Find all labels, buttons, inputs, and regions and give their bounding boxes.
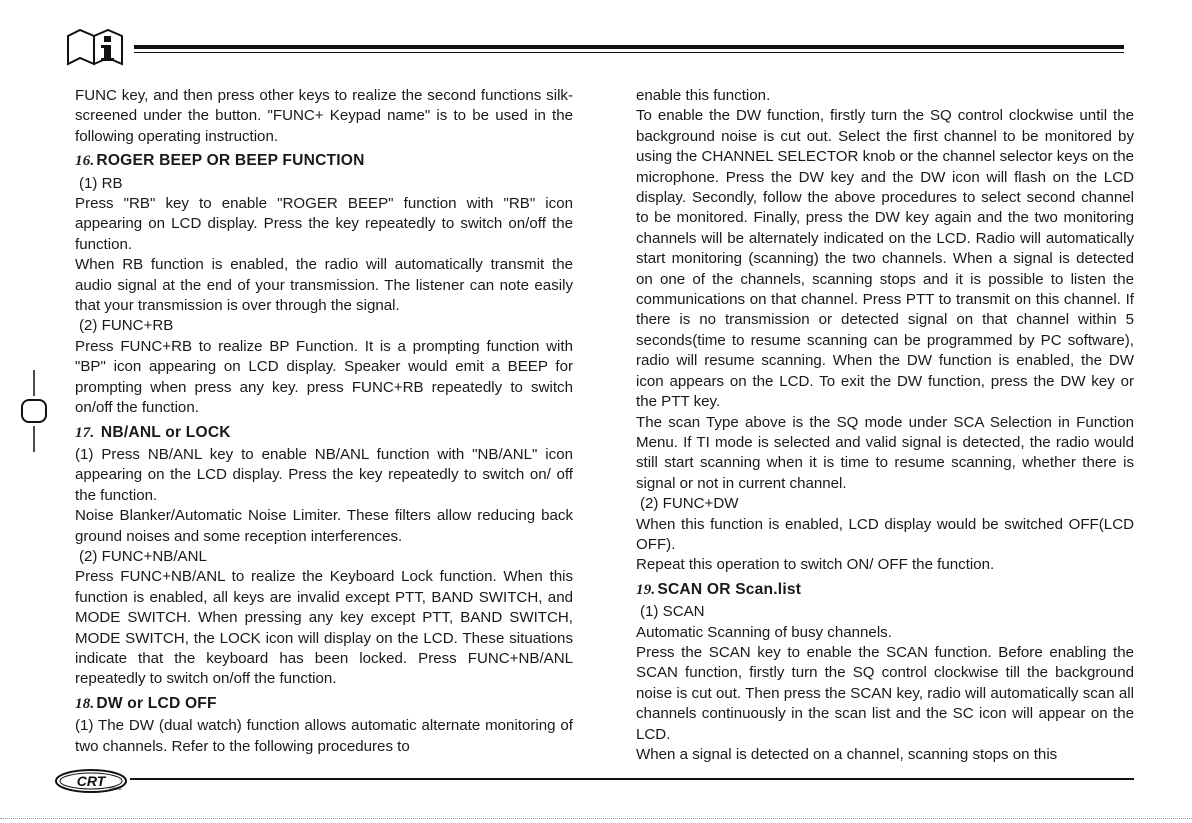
intro-paragraph: FUNC key, and then press other keys to realize the second functions silk-screened under the button. "FUNC+ Keypad name" is to be used in the following operating instruction. <box>75 87 573 145</box>
section-title: NB/ANL or LOCK <box>100 423 231 441</box>
svg-text:mono: mono <box>109 786 122 792</box>
paragraph: Press "RB" key to enable "ROGER BEEP" function with "RB" icon appearing on LCD display. Press the key repeatedly to switch on/off the function. <box>75 195 573 253</box>
subheading: (2) FUNC+RB <box>79 317 174 335</box>
header-rule-thin <box>134 52 1124 53</box>
paragraph: When RB function is enabled, the radio will automatically transmit the audio signal at the end of your transmission. The listener can note easily that your transmission is over through the signal. <box>75 256 573 315</box>
paragraph: To enable the DW function, firstly turn the SQ control clockwise until the background noise is cut out. Select the first channel to be monitored by using the CHANNEL SELECTOR knob or the channel selector keys on the microphone. Press the DW key and the DW icon will flash on the LCD display. Secondly, follow the above procedures to select second channel to be monitored. Finally, press the DW key again and the two monitoring channels will be alternately indicated on the LCD. Radio will automatically start monitoring (scanning) the two channels. When a signal is detected on one of the channels, scanning stops and it is possible to listen the communications on that channel. Press PTT to transmit on this channel. If there is no transmission or detected signal on that channel within 5 seconds(time to resume scanning can be programmed by PC software), radio will resume scanning. When the DW function is enabled, the DW icon appears on the LCD. To exit the DW function, press the DW key or the PTT key. <box>636 107 1134 411</box>
section-number: 17. <box>75 424 95 441</box>
paragraph: When a signal is detected on a channel, scanning stops on this <box>636 746 1058 763</box>
section-number: 18. <box>75 695 95 712</box>
side-tab-icon <box>19 370 49 454</box>
section-number: 19. <box>636 581 656 598</box>
section-19-heading <box>636 580 1134 600</box>
paragraph: When this function is enabled, LCD display would be switched OFF(LCD OFF). <box>636 515 1134 553</box>
paragraph: Noise Blanker/Automatic Noise Limiter. These filters allow reducing back ground noises and some reception interferences. <box>75 507 573 545</box>
paragraph: The scan Type above is the SQ mode under SCA Selection in Function Menu. If TI mode is selected and valid signal is detected, the radio would still start scanning when it is time to resume scanning, whether there is signal or not in current channel. <box>636 413 1134 492</box>
section-title: DW or LCD OFF <box>96 694 217 712</box>
section-18-heading <box>75 694 573 714</box>
section-title: SCAN OR Scan.list <box>657 580 802 598</box>
brand-logo <box>54 768 128 794</box>
paragraph: (1) Press NB/ANL key to enable NB/ANL function with "NB/ANL" icon appearing on the LCD display. Press the key repeatedly to switch on/ off the function. <box>75 445 573 504</box>
subheading: (1) RB <box>79 174 123 192</box>
section-17-heading <box>75 423 573 443</box>
section-16-heading <box>75 151 573 171</box>
right-column <box>636 86 1134 765</box>
info-booklet-icon <box>66 28 124 66</box>
continuation-text: enable this function. <box>636 87 771 104</box>
header-rule-thick <box>134 45 1124 49</box>
paragraph: Press FUNC+NB/ANL to realize the Keyboard Lock function. When this function is enabled, all keys are invalid except PTT, BAND SWITCH, and MODE SWITCH. When pressing any key except PTT, BAND SWITCH, MODE SWITCH, the LOCK icon will display on the LCD. These situations indicate that the keyboard has been locked. Press FUNC+NB/ANL repeatedly to switch on/off the function. <box>75 568 573 688</box>
section-title: ROGER BEEP OR BEEP FUNCTION <box>96 152 365 170</box>
paragraph: Press the SCAN key to enable the SCAN function. Before enabling the SCAN function, firstly turn the SQ control clockwise till the background noise is cut out. Then press the SCAN key, radio will automatically scan all channels continuously in the scan list and the SC icon will appear on the LCD. <box>636 643 1134 743</box>
paragraph: Automatic Scanning of busy channels. <box>636 623 892 641</box>
paragraph: Press FUNC+RB to realize BP Function. It is a prompting function with "BP" icon appearing on LCD display. Speaker would emit a BEEP for prompting when press any key. press FUNC+RB repeatedly to switch on/off the function. <box>75 337 573 417</box>
paragraph: Repeat this operation to switch ON/ OFF the function. <box>636 556 995 574</box>
subheading: (1) SCAN <box>640 603 705 621</box>
subheading: (2) FUNC+NB/ANL <box>79 547 207 565</box>
page-edge-dotted-line <box>0 818 1192 819</box>
left-column <box>75 86 573 757</box>
svg-text:CRT: CRT <box>76 773 106 789</box>
section-number: 16. <box>75 153 95 170</box>
subheading: (2) FUNC+DW <box>640 495 739 513</box>
footer-rule <box>130 778 1134 780</box>
paragraph: (1) The DW (dual watch) function allows automatic alternate monitoring of two channels. Refer to the following procedures to <box>75 717 573 755</box>
